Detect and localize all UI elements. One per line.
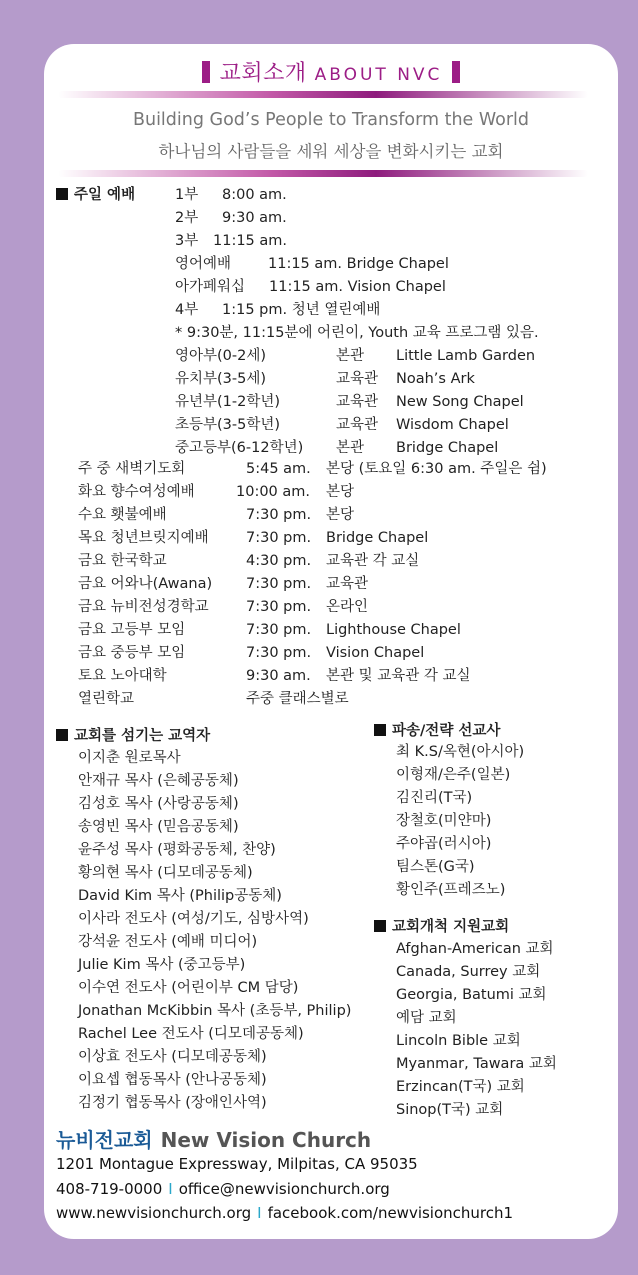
department-name: 영아부(0-2세) (175, 348, 267, 364)
weekday-time: 7:30 pm. (246, 645, 312, 661)
department-name: 초등부(3-5학년) (175, 417, 281, 433)
contact-line (56, 1180, 390, 1198)
list-item: Jonathan McKibbin 목사 (초등부, Philip) (78, 1003, 352, 1019)
service-name: 아가페워십 (175, 279, 246, 295)
department-row (175, 345, 615, 368)
weekday-place: 본당 (326, 507, 355, 523)
list-item: 김진리(T국) (396, 790, 473, 806)
weekday-name: 금요 어와나(Awana) (78, 576, 213, 592)
service-name: 3부 (175, 233, 199, 249)
church-planting-heading (374, 918, 509, 937)
list-item: 이사라 전도사 (여성/기도, 심방사역) (78, 911, 309, 927)
service-time: 8:00 am. (222, 187, 287, 203)
address: 1201 Montague Expressway, Milpitas, CA 95035 (56, 1155, 418, 1173)
weekday-name: 금요 뉴비전성경학교 (78, 599, 209, 615)
list-item: 황의현 목사 (디모데공동체) (78, 865, 253, 881)
list-item: 송영빈 목사 (믿음공동체) (78, 819, 239, 835)
weekday-place: 교육관 (326, 576, 369, 592)
weekday-name: 주 중 새벽기도회 (78, 461, 186, 477)
church-name-kr: 뉴비전교회 (56, 1128, 153, 1152)
department-room: Noah’s Ark (396, 371, 475, 387)
ministers-label: 교회를 섬기는 교역자 (74, 728, 211, 744)
list-item: 이요셉 협동목사 (안나공동체) (78, 1072, 267, 1088)
service-time: 1:15 pm. 청년 열린예배 (222, 302, 381, 318)
weekday-name: 금요 한국학교 (78, 553, 167, 569)
list-item: 김정기 협동목사 (장애인사역) (78, 1095, 267, 1111)
weekday-time: 5:45 am. (246, 461, 311, 477)
weekday-time: 주중 클래스별로 (246, 691, 349, 707)
list-item: 강석윤 전도사 (예배 미디어) (78, 934, 258, 950)
service-time: 11:15 am. Bridge Chapel (268, 256, 449, 272)
bullet-square-icon (374, 920, 386, 932)
list-item: 이상효 전도사 (디모데공동체) (78, 1049, 267, 1065)
bullet-square-icon (56, 188, 68, 200)
list-item: Afghan-American 교회 (396, 941, 554, 957)
list-item: 이수연 전도사 (어린이부 CM 담당) (78, 980, 299, 996)
list-item: 예담 교회 (396, 1010, 457, 1026)
list-item: 윤주성 목사 (평화공동체, 찬양) (78, 842, 276, 858)
weekday-time: 7:30 pm. (246, 599, 312, 615)
list-item: Rachel Lee 전도사 (디모데공동체) (78, 1026, 304, 1042)
service-row (175, 184, 615, 207)
list-item: 이지춘 원로목사 (78, 750, 181, 766)
header-title-en: ABOUT NVC (314, 65, 443, 85)
list-item: 장철호(미얀마) (396, 813, 492, 829)
department-building: 본관 (336, 440, 365, 456)
service-name: 영어예배 (175, 256, 232, 272)
weekday-name: 목요 청년브릿지예배 (78, 530, 209, 546)
weekday-time: 4:30 pm. (246, 553, 312, 569)
service-name: 2부 (175, 210, 199, 226)
department-room: Wisdom Chapel (396, 417, 509, 433)
service-row (175, 207, 615, 230)
weekday-time: 7:30 pm. (246, 507, 312, 523)
ministers-heading (56, 727, 210, 746)
department-building: 본관 (336, 348, 365, 364)
sunday-worship-label: 주일 예배 (74, 187, 136, 203)
list-item: 황인주(프레즈노) (396, 882, 506, 898)
list-item: 김성호 목사 (사랑공동체) (78, 796, 239, 812)
list-item: Erzincan(T국) 교회 (396, 1079, 525, 1095)
bullet-square-icon (56, 729, 68, 741)
list-item: 최 K.S/옥현(아시아) (396, 744, 525, 760)
service-time: 9:30 am. (222, 210, 287, 226)
section-header (44, 56, 618, 87)
department-building: 교육관 (336, 417, 379, 433)
list-item: Myanmar, Tawara 교회 (396, 1056, 557, 1072)
weekday-place: Lighthouse Chapel (326, 622, 461, 638)
department-room: Bridge Chapel (396, 440, 499, 456)
divider-bottom (58, 170, 588, 177)
header-title-kr: 교회소개 (219, 61, 307, 86)
missionaries-list (396, 741, 524, 902)
service-time: 11:15 am. Vision Chapel (269, 279, 446, 295)
department-building: 교육관 (336, 394, 379, 410)
bullet-square-icon (374, 724, 386, 736)
tagline-en: Building God’s People to Transform the World (132, 110, 530, 130)
weekday-place: 본당 (토요일 6:30 am. 주일은 쉼) (326, 461, 547, 477)
department-name: 유치부(3-5세) (175, 371, 267, 387)
department-row (175, 414, 615, 437)
church-name-en: New Vision Church (160, 1128, 372, 1152)
weekday-name: 화요 향수여성예배 (78, 484, 195, 500)
list-item: Sinop(T국) 교회 (396, 1102, 504, 1118)
weekday-place: 교육관 각 교실 (326, 553, 420, 569)
weekday-time: 7:30 pm. (246, 622, 312, 638)
department-row (175, 368, 615, 391)
department-name: 유년부(1-2학년) (175, 394, 281, 410)
list-item: Lincoln Bible 교회 (396, 1033, 521, 1049)
weekday-time: 9:30 am. (246, 668, 311, 684)
weekday-place: 본당 (326, 484, 355, 500)
service-time: 11:15 am. (213, 233, 288, 249)
weekday-name: 금요 중등부 모임 (78, 645, 186, 661)
department-name: 중고등부(6-12학년) (175, 440, 304, 456)
list-item: David Kim 목사 (Philip공동체) (78, 888, 282, 904)
church-name (56, 1124, 371, 1153)
list-item: Georgia, Batumi 교회 (396, 987, 547, 1003)
missionaries-heading (374, 722, 500, 741)
separator: I (257, 1204, 262, 1222)
program-note: * 9:30분, 11:15분에 어린이, Youth 교육 프로그램 있음. (175, 325, 539, 341)
weekday-time: 7:30 pm. (246, 530, 312, 546)
header-bar-left (202, 61, 210, 83)
divider-top (58, 91, 588, 98)
weekday-place: Vision Chapel (326, 645, 425, 661)
list-item: 팀스톤(G국) (396, 859, 475, 875)
facebook-link[interactable]: facebook.com/newvisionchurch1 (267, 1204, 514, 1222)
weekday-name: 금요 고등부 모임 (78, 622, 186, 638)
weekday-name: 토요 노아대학 (78, 668, 167, 684)
service-row (175, 253, 615, 276)
phone[interactable]: 408-719-0000 (56, 1180, 163, 1198)
list-item: 주야곱(러시아) (396, 836, 492, 852)
church-planting-label: 교회개척 지원교회 (392, 919, 510, 935)
service-row (175, 299, 615, 322)
list-item: Canada, Surrey 교회 (396, 964, 541, 980)
service-name: 4부 (175, 302, 199, 318)
email-link[interactable]: office@newvisionchurch.org (178, 1180, 390, 1198)
weekday-place: 온라인 (326, 599, 369, 615)
department-row (175, 391, 615, 414)
web-line (56, 1204, 513, 1222)
sunday-worship-heading (56, 186, 135, 205)
church-planting-list (396, 938, 557, 1122)
header-bar-right (452, 61, 460, 83)
department-row (175, 437, 615, 460)
department-room: New Song Chapel (396, 394, 524, 410)
list-item: Julie Kim 목사 (중고등부) (78, 957, 246, 973)
department-building: 교육관 (336, 371, 379, 387)
weekday-name: 열린학교 (78, 691, 135, 707)
missionaries-label: 파송/전략 선교사 (392, 723, 501, 739)
service-row (175, 230, 615, 253)
tagline-kr: 하나님의 사람들을 세워 세상을 변화시키는 교회 (158, 142, 504, 161)
weekday-place: 본관 및 교육관 각 교실 (326, 668, 471, 684)
weekday-time: 7:30 pm. (246, 576, 312, 592)
service-row (175, 276, 615, 299)
sunday-worship-list (175, 184, 615, 460)
department-room: Little Lamb Garden (396, 348, 536, 364)
weekday-place: Bridge Chapel (326, 530, 429, 546)
list-item: 이형재/은주(일본) (396, 767, 511, 783)
weekday-time: 10:00 am. (236, 484, 311, 500)
weekday-name: 수요 횃불예배 (78, 507, 167, 523)
service-name: 1부 (175, 187, 199, 203)
list-item: 안재규 목사 (은혜공동체) (78, 773, 239, 789)
website-link[interactable]: www.newvisionchurch.org (56, 1204, 252, 1222)
separator: I (168, 1180, 173, 1198)
ministers-list (78, 747, 351, 1115)
info-card (44, 44, 618, 1239)
